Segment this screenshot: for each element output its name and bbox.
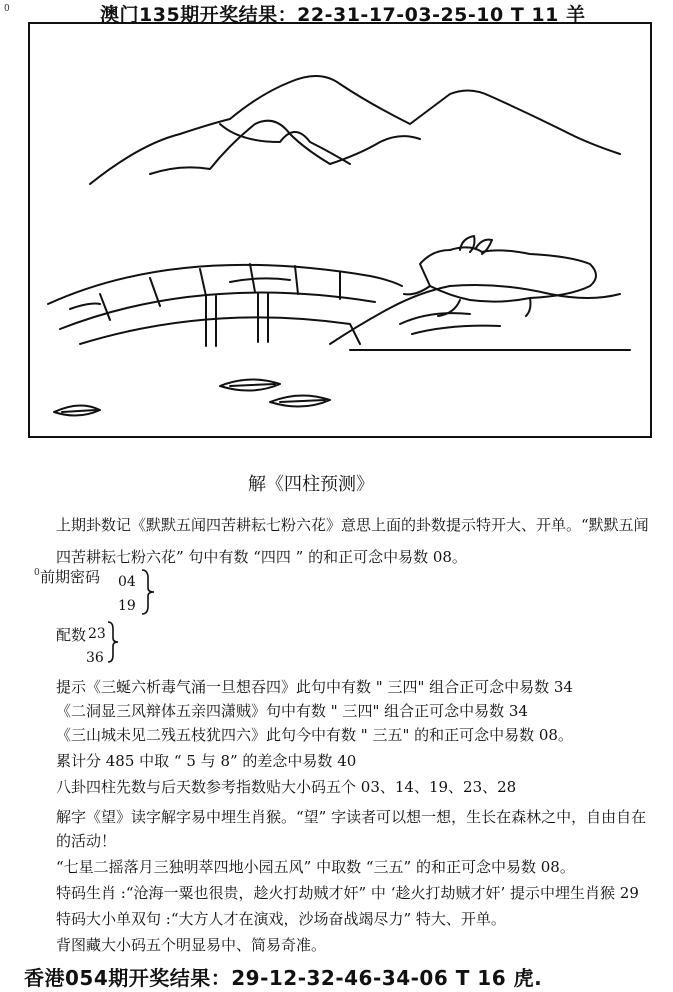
hint-line-2: 《二洞显三风辩体五亲四潇贼》句中有数 " 三四" 组合正可念中易数 34 xyxy=(56,702,528,720)
river-bank xyxy=(330,285,620,344)
corner-mark-2: 0 xyxy=(34,568,40,578)
riddle-line-1: 解字《望》读字解字易中埋生肖猴。“望” 字读者可以想一想，生长在森林之中，自由自在 xyxy=(56,808,647,826)
brace-icon xyxy=(140,568,156,616)
leaf-2 xyxy=(270,395,330,406)
bridge-underside xyxy=(80,317,360,344)
pair-value-2: 36 xyxy=(86,650,104,666)
hint-line-5: 八卦四柱先数与后天数参考指数贴大小码五个 03、14、19、23、28 xyxy=(56,778,517,796)
brace-icon-2 xyxy=(106,620,120,664)
leaf-3 xyxy=(54,405,100,415)
section-title: 解《四柱预测》 xyxy=(248,474,374,495)
paragraph-line-2: 四苦耕耘七粉六花” 句中有数 “四四 ” 的和正可念中易数 08。 xyxy=(56,548,467,566)
corner-mark: 0 xyxy=(4,4,10,14)
mountain-range xyxy=(90,76,620,184)
prev-code-value-2: 19 xyxy=(118,598,136,614)
prev-code-label: 前期密码 xyxy=(40,568,101,586)
paragraph-line-1: 上期卦数记《默默五闻四苦耕耘七粉六花》意思上面的卦数提示特开大、开单。“默默五闻 xyxy=(56,516,649,534)
poem-line: “七星二摇落月三独明萃四地小园五风” 中取数 “三五” 的和正可念中易数 08。 xyxy=(56,858,575,876)
size-line: 特码大小单双句 :“大方人才在演戏，沙场奋战竭尽力” 特大、开单。 xyxy=(56,910,506,928)
hint-line-3: 《三山城未见二残五枝犹四六》此句今中有数 " 三五" 的和正可念中易数 08。 xyxy=(56,726,573,744)
mountain-slope xyxy=(220,124,350,164)
prev-code-value-1: 04 xyxy=(118,574,136,590)
illustration-drawing xyxy=(30,24,650,436)
leaf-1 xyxy=(220,379,280,390)
riddle-line-2: 的活动！ xyxy=(56,832,117,850)
hint-line-1: 提示《三蜒六析毒气涌一旦想吞四》此句中有数 " 三四" 组合正可念中易数 34 xyxy=(56,678,573,696)
macau-draw-result-title: 澳门135期开奖结果：22-31-17-03-25-10 T 11 羊 xyxy=(100,4,586,26)
hint-line-4: 累计分 485 中取 “ 5 与 8” 的差念中易数 40 xyxy=(56,752,357,770)
zodiac-line: 特码生肖 :“沧海一粟也很贵，趁火打劫贼才奸” 中 ‘趁火打劫贼才奸’ 提示中埋生肖猴 29 xyxy=(56,884,639,902)
hongkong-draw-result-title: 香港054期开奖结果：29-12-32-46-34-06 T 16 虎. xyxy=(24,966,543,990)
bridge-deck-lines xyxy=(100,264,340,320)
pair-value-1: 23 xyxy=(88,626,106,642)
mountain-ridge-inner xyxy=(150,121,420,174)
hidden-line: 背图藏大小码五个明显易中、简易奇准。 xyxy=(56,936,327,954)
rabbit-body xyxy=(420,247,596,301)
bridge-pillars xyxy=(206,294,268,346)
pair-label: 配数 xyxy=(56,626,87,644)
reeds xyxy=(400,313,500,334)
illustration-frame xyxy=(28,22,652,438)
